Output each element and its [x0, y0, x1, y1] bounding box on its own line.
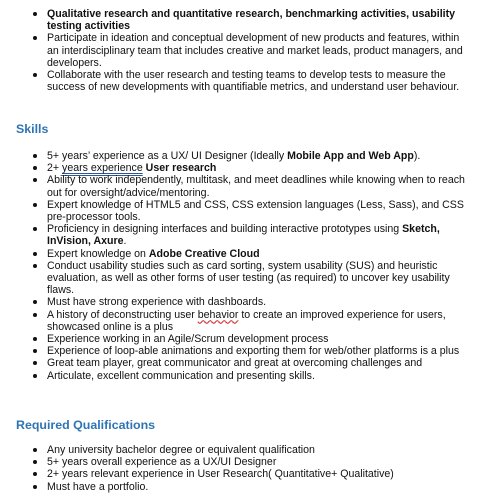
- bullet-icon: [33, 264, 37, 268]
- spelling-underlined-text: behavior: [197, 308, 239, 321]
- bullet-icon: [33, 361, 37, 365]
- bullet-icon: [33, 252, 37, 256]
- list-item: Must have strong experience with dashboards.: [0, 296, 480, 308]
- list-item: Expert knowledge of HTML5 and CSS, CSS extension languages (Less, Sass), and CSS pre-processor tools.: [0, 199, 480, 223]
- list-item: A history of deconstructing user behavior to create an improved experience for users, showcased online is a plus: [0, 309, 480, 333]
- bullet-icon: [33, 154, 37, 158]
- list-item: 5+ years overall experience as a UX/UI Designer: [0, 456, 480, 468]
- bullet-icon: [33, 448, 37, 452]
- list-item: Must have a portfolio.: [0, 481, 480, 493]
- list-item: Articulate, excellent communication and presenting skills.: [0, 370, 480, 382]
- list-item: Any university bachelor degree or equivalent qualification: [0, 444, 480, 456]
- list-item: 2+ years relevant experience in User Research( Quantitative+ Qualitative): [0, 468, 480, 480]
- bullet-icon: [33, 203, 37, 207]
- bullet-icon: [33, 374, 37, 378]
- list-item: Qualitative research and quantitative research, benchmarking activities, usability testing activities: [0, 8, 480, 32]
- bullet-icon: [33, 460, 37, 464]
- bullet-icon: [33, 178, 37, 182]
- bullet-icon: [33, 166, 37, 170]
- list-item: Experience working in an Agile/Scrum development process: [0, 333, 480, 345]
- bullet-icon: [33, 313, 37, 317]
- qualifications-list: [0, 444, 480, 493]
- bullet-icon: [33, 349, 37, 353]
- bullet-icon: [33, 485, 37, 489]
- section-heading-skills: Skills: [16, 122, 49, 136]
- list-item: Proficiency in designing interfaces and building interactive prototypes using Sketch, InVision, Axure.: [0, 223, 480, 247]
- list-item: Ability to work independently, multitask, and meet deadlines while knowing when to reach out for oversight/advice/mentoring.: [0, 174, 480, 198]
- section-heading-required-qualifications: Required Qualifications: [16, 418, 156, 432]
- bullet-icon: [33, 300, 37, 304]
- list-item: Collaborate with the user research and testing teams to develop tests to measure the success of new developments with quantifiable metrics, and understand user behaviour.: [0, 69, 480, 93]
- list-item: 5+ years’ experience as a UX/ UI Designer (Ideally Mobile App and Web App).: [0, 150, 480, 162]
- bullet-icon: [33, 227, 37, 231]
- responsibilities-list: [0, 8, 480, 93]
- list-item: Conduct usability studies such as card sorting, system usability (SUS) and heuristic evaluation, as well as other forms of user testing (as required) to uncover key usability flaws.: [0, 260, 480, 297]
- bullet-icon: [33, 12, 37, 16]
- list-item: Experience of loop-able animations and exporting them for web/other platforms is a plus: [0, 345, 480, 357]
- skills-list: [0, 150, 480, 382]
- list-item: Great team player, great communicator and great at overcoming challenges and: [0, 357, 480, 369]
- list-item: Expert knowledge on Adobe Creative Cloud: [0, 248, 480, 260]
- bullet-icon: [33, 73, 37, 77]
- list-item: 2+ years experience User research: [0, 162, 480, 174]
- bullet-icon: [33, 36, 37, 40]
- bullet-icon: [33, 337, 37, 341]
- grammar-underlined-text: years experience: [62, 162, 143, 175]
- bullet-icon: [33, 472, 37, 476]
- list-item: Participate in ideation and conceptual development of new products and features, within an interdisciplinary team that includes creative and market leads, product managers, and developers.: [0, 32, 480, 69]
